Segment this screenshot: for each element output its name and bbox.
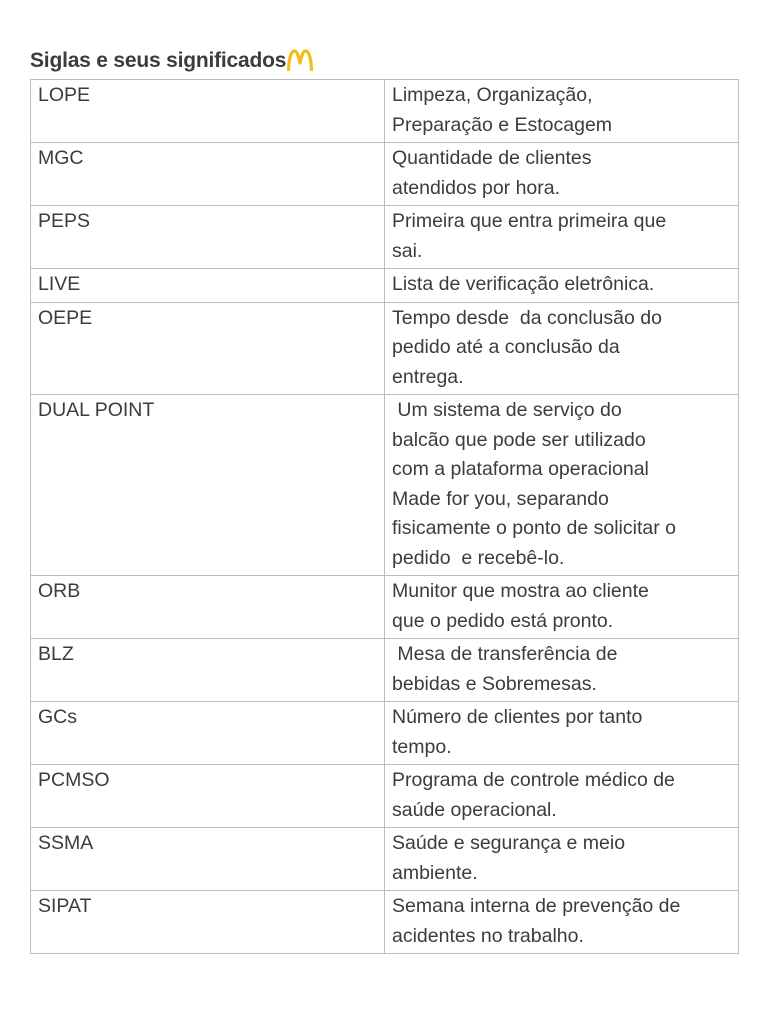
acronym-cell: GCs <box>31 702 385 765</box>
acronym-cell: SIPAT <box>31 891 385 954</box>
table-row <box>31 80 739 143</box>
document <box>30 44 738 954</box>
acronym-cell: PEPS <box>31 206 385 269</box>
page-title: Siglas e seus significados <box>30 49 287 72</box>
meaning-cell: Saúde e segurança e meio ambiente. <box>385 828 739 891</box>
acronyms-table <box>30 79 739 954</box>
table-row <box>31 576 739 639</box>
table-row <box>31 891 739 954</box>
table-row <box>31 639 739 702</box>
acronym-cell: ORB <box>31 576 385 639</box>
table-row <box>31 765 739 828</box>
acronym-cell: OEPE <box>31 302 385 395</box>
meaning-cell: Semana interna de prevenção de acidentes no trabalho. <box>385 891 739 954</box>
acronym-cell: LOPE <box>31 80 385 143</box>
acronym-cell: DUAL POINT <box>31 395 385 576</box>
table-row <box>31 206 739 269</box>
meaning-cell: Mesa de transferência de bebidas e Sobremesas. <box>385 639 739 702</box>
meaning-cell: Número de clientes por tanto tempo. <box>385 702 739 765</box>
table-row <box>31 702 739 765</box>
acronym-cell: SSMA <box>31 828 385 891</box>
acronyms-table-body <box>31 80 739 954</box>
meaning-cell: Lista de verificação eletrônica. <box>385 269 739 303</box>
meaning-cell: Tempo desde da conclusão do pedido até a conclusão da entrega. <box>385 302 739 395</box>
meaning-cell: Um sistema de serviço do balcão que pode ser utilizado com a plataforma operacional Made for you, separando fisicamente o ponto de solicitar o pedido e recebê-lo. <box>385 395 739 576</box>
table-row <box>31 269 739 303</box>
table-row <box>31 143 739 206</box>
meaning-cell: Quantidade de clientes atendidos por hora. <box>385 143 739 206</box>
acronym-cell: BLZ <box>31 639 385 702</box>
acronym-cell: LIVE <box>31 269 385 303</box>
meaning-cell: Primeira que entra primeira que sai. <box>385 206 739 269</box>
meaning-cell: Munitor que mostra ao cliente que o pedido está pronto. <box>385 576 739 639</box>
acronym-cell: PCMSO <box>31 765 385 828</box>
table-row <box>31 395 739 576</box>
title-row <box>30 44 738 74</box>
table-row <box>31 828 739 891</box>
mcdonalds-arches-icon <box>287 49 313 71</box>
meaning-cell: Programa de controle médico de saúde operacional. <box>385 765 739 828</box>
meaning-cell: Limpeza, Organização, Preparação e Estocagem <box>385 80 739 143</box>
table-row <box>31 302 739 395</box>
acronym-cell: MGC <box>31 143 385 206</box>
